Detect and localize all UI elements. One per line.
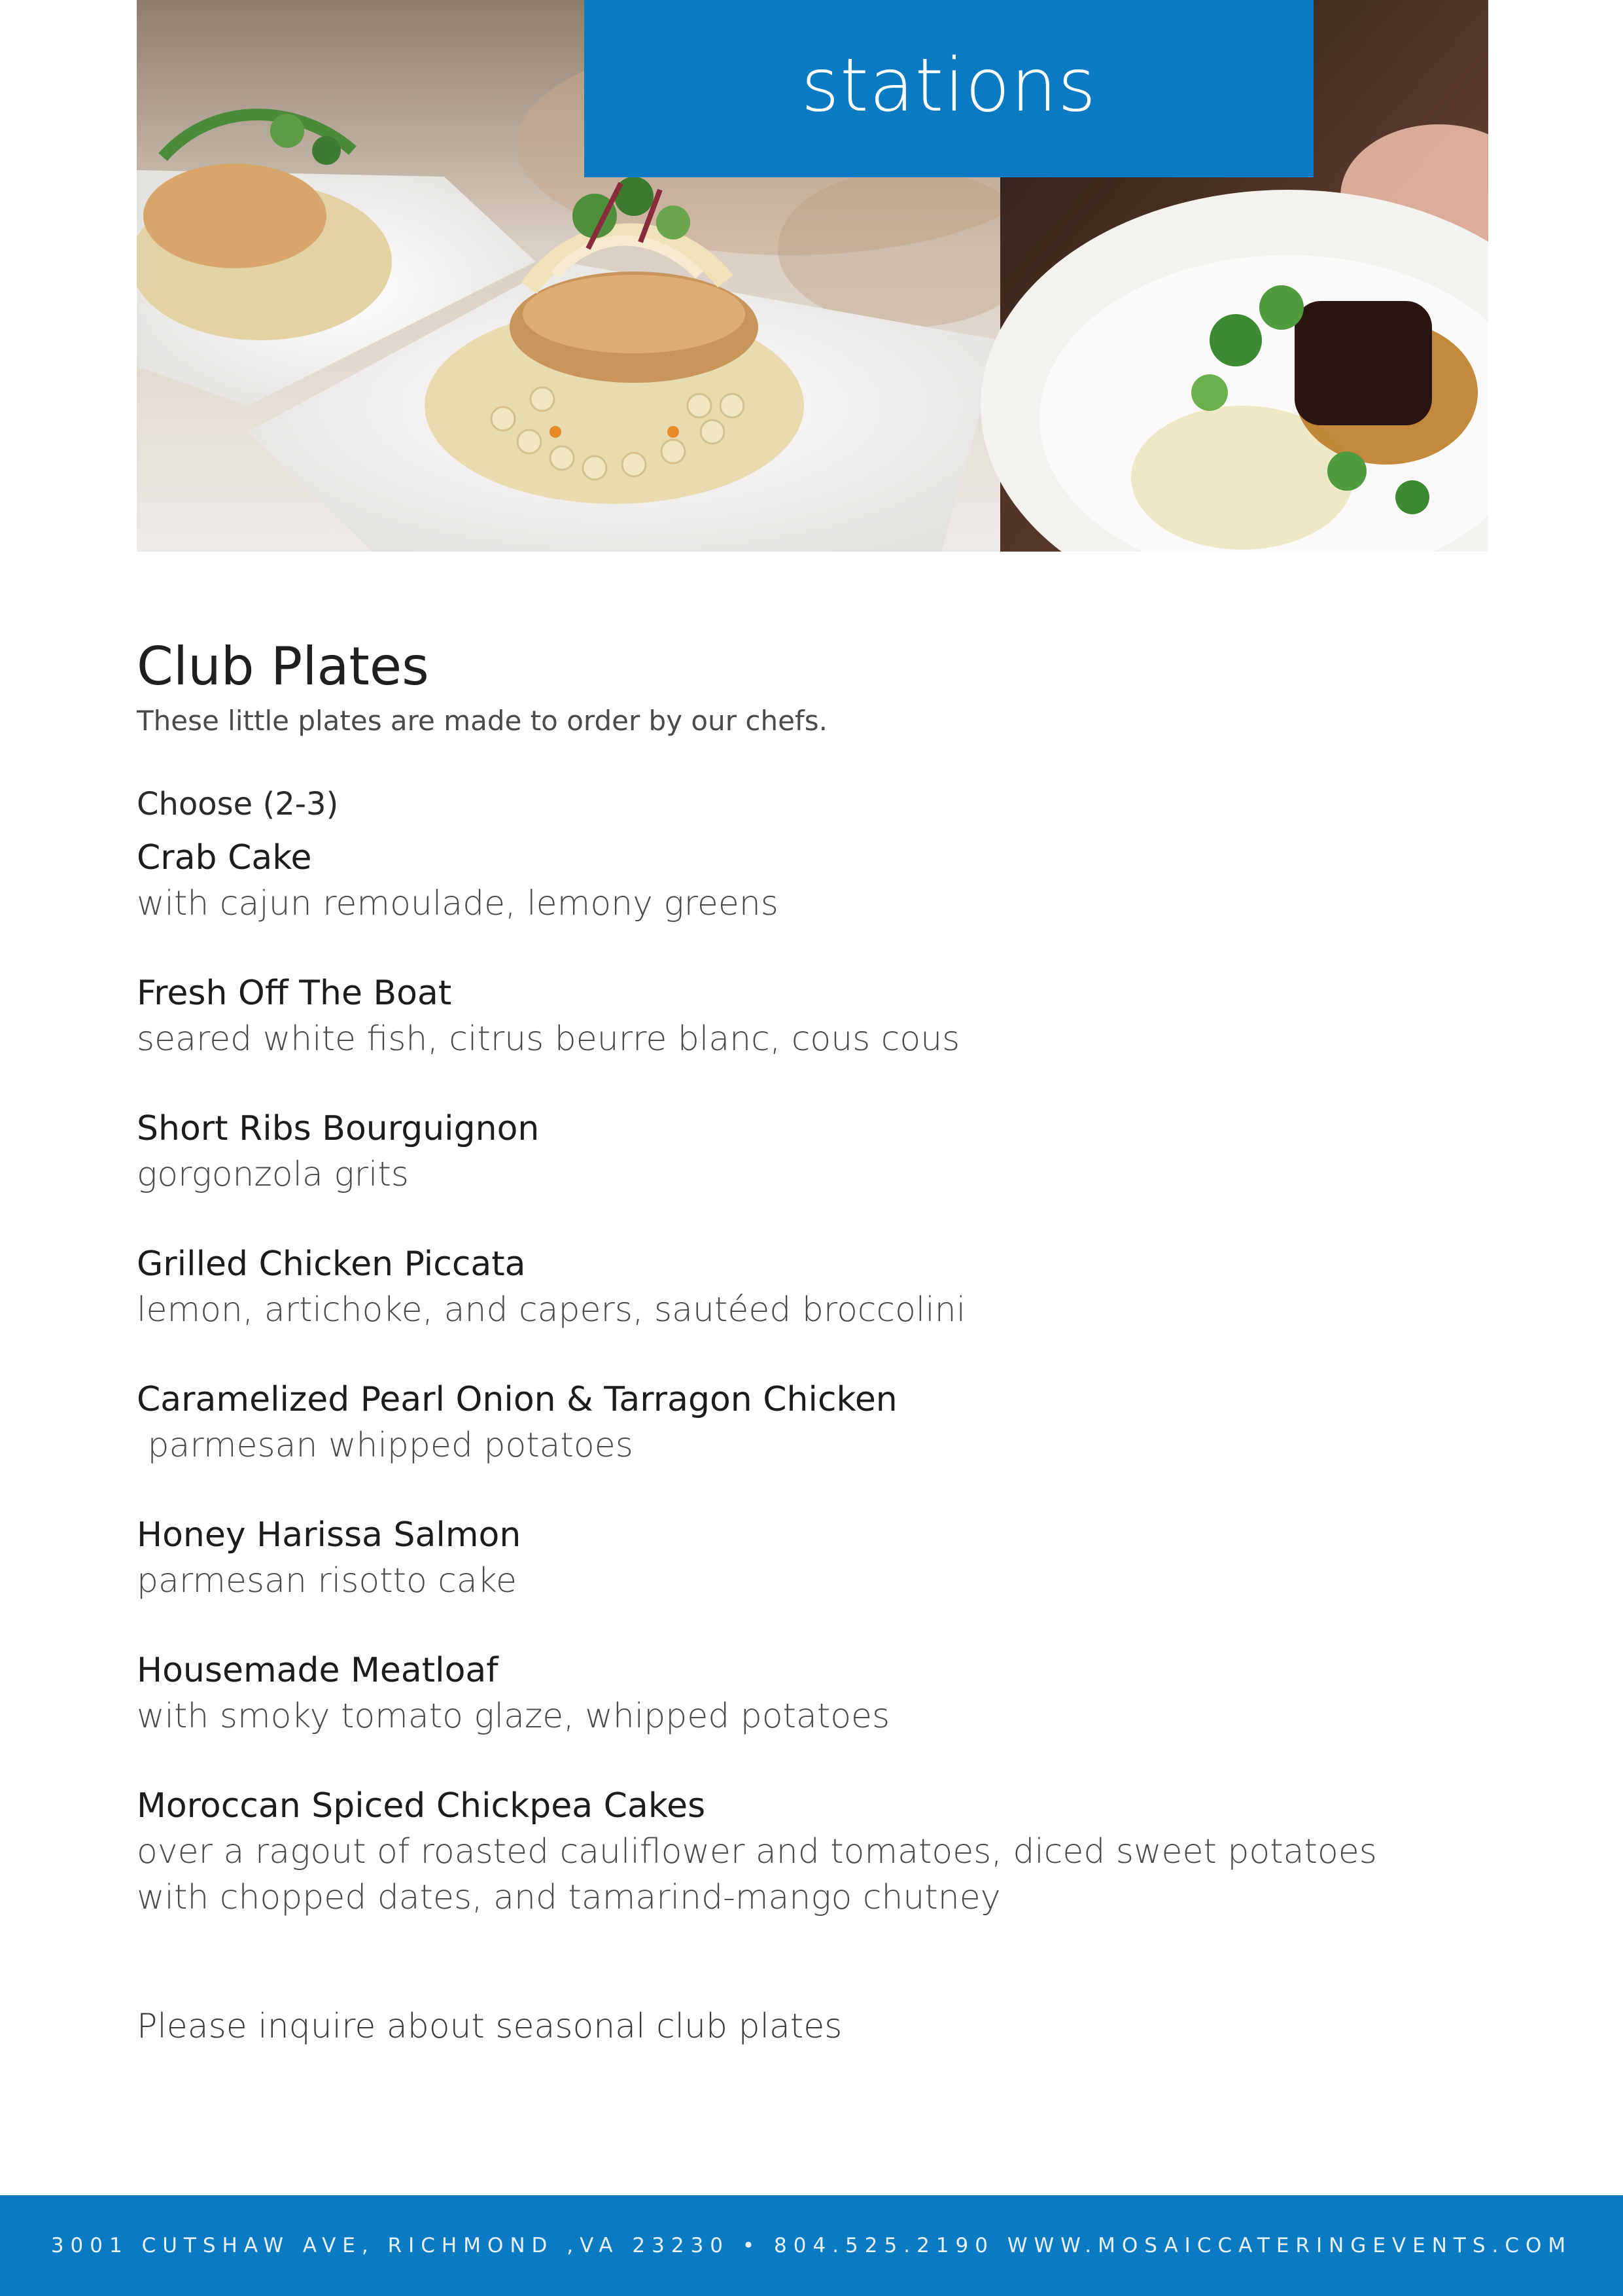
menu-item-description: seared white fish, citrus beurre blanc, cous cous — [137, 1019, 960, 1059]
menu-item-list — [137, 835, 1478, 1964]
menu-item — [137, 1241, 1478, 1333]
menu-item-name: Housemade Meatloaf — [137, 1651, 498, 1690]
hero-image — [137, 0, 1488, 552]
menu-item — [137, 1783, 1478, 1920]
choose-label: Choose (2-3) — [137, 786, 339, 822]
menu-item-name: Fresh Off The Boat — [137, 974, 452, 1013]
menu-item — [137, 970, 1478, 1062]
section-subtitle: These little plates are made to order by our chefs. — [137, 705, 828, 737]
title-banner — [584, 0, 1314, 177]
menu-item — [137, 1106, 1478, 1197]
menu-item-description: parmesan whipped potatoes — [137, 1426, 633, 1465]
seasonal-note: Please inquire about seasonal club plates — [137, 2007, 843, 2046]
menu-item-name: Grilled Chicken Piccata — [137, 1245, 526, 1284]
menu-item-name: Short Ribs Bourguignon — [137, 1109, 540, 1148]
menu-item — [137, 835, 1478, 927]
menu-item-name: Crab Cake — [137, 838, 312, 877]
menu-item — [137, 1377, 1478, 1468]
menu-item-name: Caramelized Pearl Onion & Tarragon Chicken — [137, 1380, 898, 1419]
menu-item-description: parmesan risotto cake — [137, 1561, 517, 1600]
menu-item-description: gorgonzola grits — [137, 1155, 409, 1194]
footer-bar — [0, 2195, 1623, 2296]
menu-item — [137, 1512, 1478, 1604]
footer-contact-text: 3001 CUTSHAW AVE, RICHMOND ,VA 23230 • 804.525.2190 WWW.MOSAICCATERINGEVENTS.COM — [50, 2234, 1573, 2257]
menu-item-name: Honey Harissa Salmon — [137, 1515, 521, 1555]
menu-item-description: over a ragout of roasted cauliflower and tomatoes, diced sweet potatoes with chopped dates, and tamarind-mango chutney — [137, 1832, 1388, 1917]
menu-item-description: with cajun remoulade, lemony greens — [137, 884, 778, 923]
page-title: stations — [801, 43, 1097, 128]
menu-item-name: Moroccan Spiced Chickpea Cakes — [137, 1786, 706, 1826]
menu-item — [137, 1648, 1478, 1739]
menu-item-description: with smoky tomato glaze, whipped potatoes — [137, 1697, 890, 1736]
menu-item-description: lemon, artichoke, and capers, sautéed broccolini — [137, 1290, 966, 1330]
section-title: Club Plates — [137, 636, 429, 697]
